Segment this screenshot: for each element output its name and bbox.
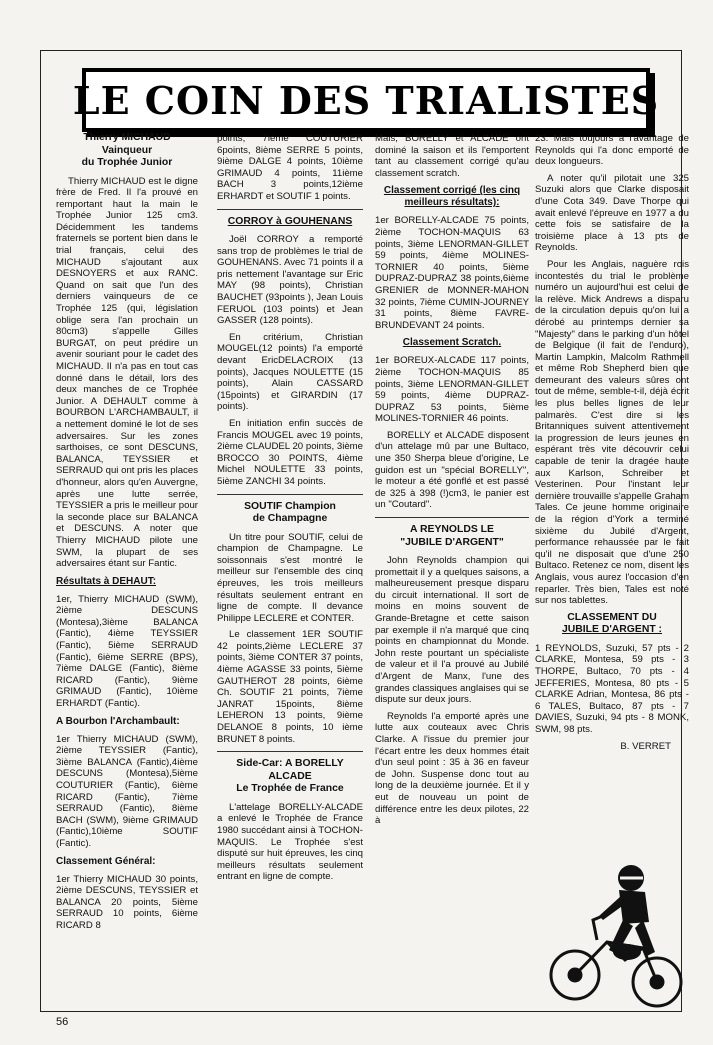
results-paragraph: 1er BORELLY-ALCADE 75 points, 2ième TOCHON-MAQUIS 63 points, 3ième LENORMAN-GILLET 59 points, 4ième MOLINES-TORNIER 40 points, 5ième DUPRAZ-DUPRAZ 38 points,6ième GRENIER de MONNER-MAHON 32 points, 7ième CUMIN-JOURNEY 31 points, 8ième FAVRE-BRUNDEVANT 24 points. [375,215,529,331]
section-heading: Classement Général: [56,855,156,867]
title-banner [72,68,660,132]
section-heading [217,501,363,526]
author-signature: B. VERRET [620,740,671,752]
results-paragraph: 1er Thierry MICHAUD 30 points, 2ième DESCUNS, TEYSSIER et BALANCA 20 points, 5ième SERRAUD 10 points, 6ième RICARD 8 [56,873,198,931]
section-heading [375,524,529,549]
results-paragraph: 1er Thierry MICHAUD (SWM), 2ième TEYSSIER (Fantic), 3ième BALANCA (Fantic),4ième DESCUNS (Montesa),5ième COUTURIER (Fantic), 6ième RICARD (Fantic), 7ième SERRAUD (Fantic), 8ième BACH (SWM), 9ième GRIMAUD (Fantic),10ième SOUTIF (Fantic). [56,733,198,849]
section-heading: A Bourbon l'Archambault: [56,715,180,727]
headline-line: Vainqueur [101,144,153,156]
paragraph: En critérium, Christian MOUGEL(12 points) l'a emporté devant EricDELACROIX (13 points), Jacques NOULETTE (15 points), Alain CASSARD (15points) et GIRARDIN (17 points). [217,331,363,413]
section-heading [535,612,689,637]
divider [375,517,529,518]
divider [217,751,363,752]
headline-line: de Champagne [252,513,328,525]
column-4 [535,133,689,752]
section-heading: Résultats à DEHAUT: [56,575,157,587]
paragraph: A noter qu'il pilotait une 325 Suzuki alors que Clarke disposait d'une Cota 349. Dave Thorpe qui avait enlevé l'épreuve en 1977 a du cette fois se satisfaire de la troisième place à 13 pts de Reynolds. [535,172,689,254]
headline-line: ALCADE [268,770,312,782]
paragraph: Reynolds l'a emporté après une lutte aux couteaux avec Chris Clarke. A l'issue du premier jour l'écart entre les deux hommes était d'un seul point : 35 à 36 en faveur de John. Suspense donc tout au long de la deuxième journée. Et il y eut de nouveau un point de différence entre les deux pilotes, 22 à [375,710,529,827]
paragraph: BORELLY et ALCADE disposent d'un attelage mû par une Bultaco, une 350 Sherpa bleue d'origine, Le guidon est un "spécial BORELLY", le moteur a été gonflé et est passé de 325 à 398 (!)cm3, le panier est un "Coutard". [375,429,529,511]
section-heading: Classement Scratch. [402,337,502,349]
column-2 [217,133,363,888]
section-heading [217,758,363,796]
headline-line: CLASSEMENT DU [567,611,657,623]
section-heading: Classement corrigé (les cinq meilleurs résultats): [383,185,521,209]
trial-rider-illustration [545,860,695,1010]
section-heading: CORROY à GOUHENANS [227,215,353,227]
paragraph: points, 7ième COUTURIER 6points, 8ième SERRE 5 points, 9ième DALGE 4 points, 10ième GRIMAUD 4 points, 11ième BACH 3 points,12ième ERHARDT et SOUTIF 1 points. [217,133,363,202]
divider [217,209,363,210]
paragraph: Un titre pour SOUTIF, celui de champion de Champagne. Le soissonnais s'est montré le meilleur sur l'ensemble des cinq épreuves, les trois meilleurs résultats seulement entrant en ligne de compte. Il devance Philippe LECLERE et CONTER. [217,531,363,624]
page-number: 56 [56,1016,69,1028]
results-paragraph: 1 REYNOLDS, Suzuki, 57 pts - 2 CLARKE, Montesa, 59 pts - 3 THORPE, Bultaco, 70 pts - 4 JEFFERIES, Montesa, 80 pts - 5 CLARKE Adrian, Montesa, 86 pts - 6 TALES, Bultaco, 87 pts - 7 DAVIES, Suzuki, 94 pts - 8 MONK, SWM, 98 pts. [535,642,689,735]
paragraph: Le classement 1ER SOUTIF 42 points,2ième LECLERE 37 points, 3ième CONTER 37 points, 4ième AGASSE 33 points, 5ième GAUTHEROT 28 points, 6ième Ch. SOUTIF 21 points, 7ième JANRAT 15points, 8ième LEHERON 13 points, 9ième DELANOE 8 points, 10 ième BRUNET 8 points. [217,629,363,745]
column-1 [56,130,198,937]
headline-line: JUBILE D'ARGENT : [561,624,663,636]
headline-line: SOUTIF Champion [244,500,336,512]
paragraph: L'attelage BORELLY-ALCADE a enlevé le Trophée de France 1980 succédant ainsi à TOCHON-MAQUIS. Le Trophée s'est disputé sur huit épreuves, les cinq meilleurs résultats seulement entrant en ligne de compte. [217,801,363,883]
page-title: LE COIN DES TRIALISTES [72,77,660,123]
paragraph: En initiation enfin succès de Francis MOUGEL avec 19 points, 2ième CLAUDEL 20 points, 3ième BROCCO 30 POINTS, 4ième Michel NOULETTE 33 points, 5ième ZANCHI 34 points. [217,417,363,487]
headline-line: Le Trophée de France [236,783,344,795]
paragraph: Thierry MICHAUD est le digne frère de Fred. Il l'a prouvé en remportant haut la main le Trophée Junior 125 cm3. Décidemment les tandems fraternels se portent bien dans le trial français, celui des MICHAUD s'ajoutant aux DESNOYERS et aux RANC. Quand on sait que l'un des derniers vainqueurs de ce Trophée 125 (qui, législation oblige sera l'an prochain un 80cm3) s'appelle Gilles BURGAT, on peut prédire un avenir souriant pour le cadet des MICHAUD. Il n'a pas en tout cas donné dans le détail, lors des deux manches de ce Trophée Junior. A DEHAULT comme à BOURBON L'ARCHAMBAULT, il a nettement dominé le lot de ses adversaires. Sur les zones sarthoises, ce sont DESCUNS, BALANCA, TEYSSIER et SERRAUD qui ont pris les places d'honneur, alors qu'en Auvergne, après une lutte serrée, TEYSSIER a pris le meilleur pour la seconde place sur BALANCA et DESCUNS. A noter que Thierry MICHAUD pilote une SWM, la plupart de ses adversaires étant sur Fantic. [56,175,198,570]
column-3 [375,133,529,832]
headline-line: du Trophée Junior [81,157,173,168]
paragraph: 23. Mais toujours à l'avantage de Reynolds qui l'a donc emporté de deux longueurs. [535,133,689,168]
headline-line: Side-Car: A BORELLY [236,758,344,770]
results-paragraph: 1er, Thierry MICHAUD (SWM), 2ième DESCUNS (Montesa),3ième BALANCA (Fantic), 4ième TEYSSIER (Fantic), 5ième SERRAUD (Fantic), 6ième SERRE (BPS), 7ième DALGE (Fantic), 8ième RICARD (Fantic), 9ième GRIMAUD (Fantic), 10ième ERHARDT (Fantic). [56,593,198,710]
headline-line: Thierry MICHAUD [83,132,171,143]
headline-line: A REYNOLDS LE [410,524,494,536]
paragraph: Mais, BORELLY et ALCADE ont dominé la saison et ils l'emportent tant au classement corrigé qu'au classement scratch. [375,133,529,179]
headline-line: "JUBILE D'ARGENT" [400,536,504,548]
divider [217,494,363,495]
paragraph: Joël CORROY a remporté sans trop de problèmes le trial de GOUHENANS. Avec 71 points il a pris nettement l'avantage sur Eric MAY (98 points), Christian BAUCHET (93points ), Jean Louis FERUOL (103 points) et Jean GASSER (128 points). [217,234,363,327]
results-paragraph: 1er BOREUX-ALCADE 117 points, 2ième TOCHON-MAQUIS 85 points, 3ième LENORMAN-GILLET 59 points, 4ième DUPRAZ-DUPRAZ 53 points, 5ième MOLINES-TORNIER 46 points. [375,355,529,425]
article-title-michaud [56,132,198,170]
paragraph: John Reynolds champion qui promettait il y a quelques saisons, a malheureusement presque disparu du circuit international. Il sort de moins en moins souvent de Grande-Bretagne et cette saison par exemple il n'a marqué que cinq points en championnat du Monde. John reste pourtant un spécialiste de valeur et il l'a prouvé au Jubilé d'Argent de Manx, l'une des grandes classiques anglaises qui se dispute sur deux jours. [375,555,529,706]
paragraph: Pour les Anglais, naguère rois incontestés du trial le problème numéro un aujourd'hui est celui de la relève. Mick Andrews a disparu de la circulation depuis qu'on lui a dérobé au printemps dernier sa "Majesty" dans le parking d'un hôtel de Belgique (il fait de l'enduro), Martin Lampkin, Malcolm Rathmell et même Rob Shepherd bien que demeurant des valeurs sûres ont tout de même, semble-t-il, déjà écrit les plus belles lignes de leur palmarès. C'est dire si les Britanniques suivent attentivement la progression de leurs jeunes en espérant très vite découvrir celui capable de tenir la dragée haute aux Karlson, Schreiber et Vesterinen. Pour l'instant leur dernière trouvaille s'appelle Graham Tales. Ce jeune homme originaire de la région d'York a terminé sixième du Jubilé d'Argent, performance rehaussée par le fait qu'il ne disposait que d'une 250 Bultaco. Retenez ce nom, disent les Anglais, vous aurez l'occasion d'en reparler. Très bien, Tales est noté sur nos tablettes. [535,258,689,607]
